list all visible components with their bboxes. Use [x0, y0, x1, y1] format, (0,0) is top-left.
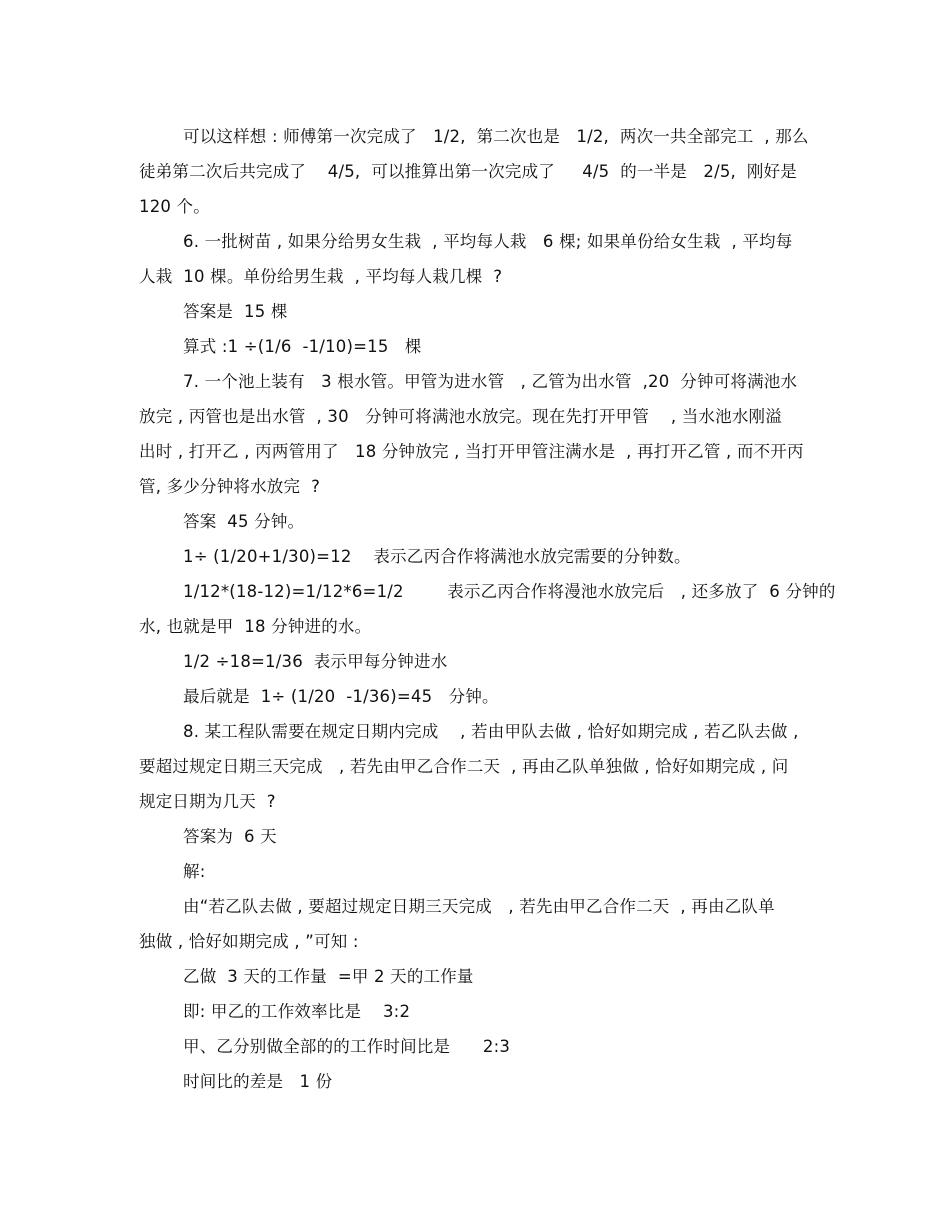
- solution-line: 时间比的差是 1 份: [183, 1072, 333, 1091]
- problem-6-line: 6. 一批树苗 , 如果分给男女生栽 , 平均每人栽 6 棵; 如果单份给女生栽 , 平均每: [183, 232, 793, 251]
- problem-6-line: 人栽 10 棵。单份给男生栽 , 平均每人栽几棵 ?: [139, 267, 503, 286]
- paragraph-line: 徒弟第二次后共完成了 4/5, 可以推算出第一次完成了 4/5 的一半是 2/5, 刚好是: [139, 162, 797, 181]
- formula-line: 水, 也就是甲 18 分钟进的水。: [139, 617, 372, 636]
- solution-line: 甲、乙分别做全部的的工作时间比是 2:3: [183, 1037, 511, 1056]
- problem-7-line: 放完 , 丙管也是出水管 , 30 分钟可将满池水放完。现在先打开甲管 , 当水池水刚溢: [139, 407, 782, 426]
- formula-line: 1÷ (1/20+1/30)=12 表示乙丙合作将满池水放完需要的分钟数。: [183, 547, 691, 566]
- solution-line: 独做 , 恰好如期完成 , ”可知 :: [139, 932, 359, 951]
- formula-line: 算式 :1 ÷(1/6 -1/10)=15 棵: [183, 337, 422, 356]
- formula-line: 1/2 ÷18=1/36 表示甲每分钟进水: [183, 652, 448, 671]
- problem-7-line: 管, 多少分钟将水放完 ?: [139, 477, 321, 496]
- answer-line: 答案是 15 棵: [183, 302, 288, 321]
- problem-7-line: 出时 , 打开乙 , 丙两管用了 18 分钟放完 , 当打开甲管注满水是 , 再打开乙管 , 而不开丙: [139, 442, 804, 461]
- answer-line: 答案 45 分钟。: [183, 512, 305, 531]
- paragraph-line: 120 个。: [139, 197, 210, 216]
- problem-7-line: 7. 一个池上装有 3 根水管。甲管为进水管 , 乙管为出水管 ,20 分钟可将满池水: [183, 372, 798, 391]
- solution-line: 由“若乙队去做 , 要超过规定日期三天完成 , 若先由甲乙合作二天 , 再由乙队单: [183, 897, 775, 916]
- paragraph-line: 可以这样想 : 师傅第一次完成了 1/2, 第二次也是 1/2, 两次一共全部完工 , 那么: [183, 127, 809, 146]
- solution-line: 即: 甲乙的工作效率比是 3:2: [183, 1002, 411, 1021]
- solution-label: 解:: [183, 862, 206, 881]
- answer-line: 答案为 6 天: [183, 827, 277, 846]
- problem-8-line: 要超过规定日期三天完成 , 若先由甲乙合作二天 , 再由乙队单独做 , 恰好如期完成 , 问: [139, 757, 789, 776]
- problem-8-line: 规定日期为几天 ?: [139, 792, 276, 811]
- formula-line: 1/12*(18-12)=1/12*6=1/2 表示乙丙合作将漫池水放完后 , 还多放了 6 分钟的: [183, 582, 836, 601]
- solution-line: 乙做 3 天的工作量 =甲 2 天的工作量: [183, 967, 474, 986]
- problem-8-line: 8. 某工程队需要在规定日期内完成 , 若由甲队去做 , 恰好如期完成 , 若乙队去做 ,: [183, 722, 799, 741]
- formula-line: 最后就是 1÷ (1/20 -1/36)=45 分钟。: [183, 687, 499, 706]
